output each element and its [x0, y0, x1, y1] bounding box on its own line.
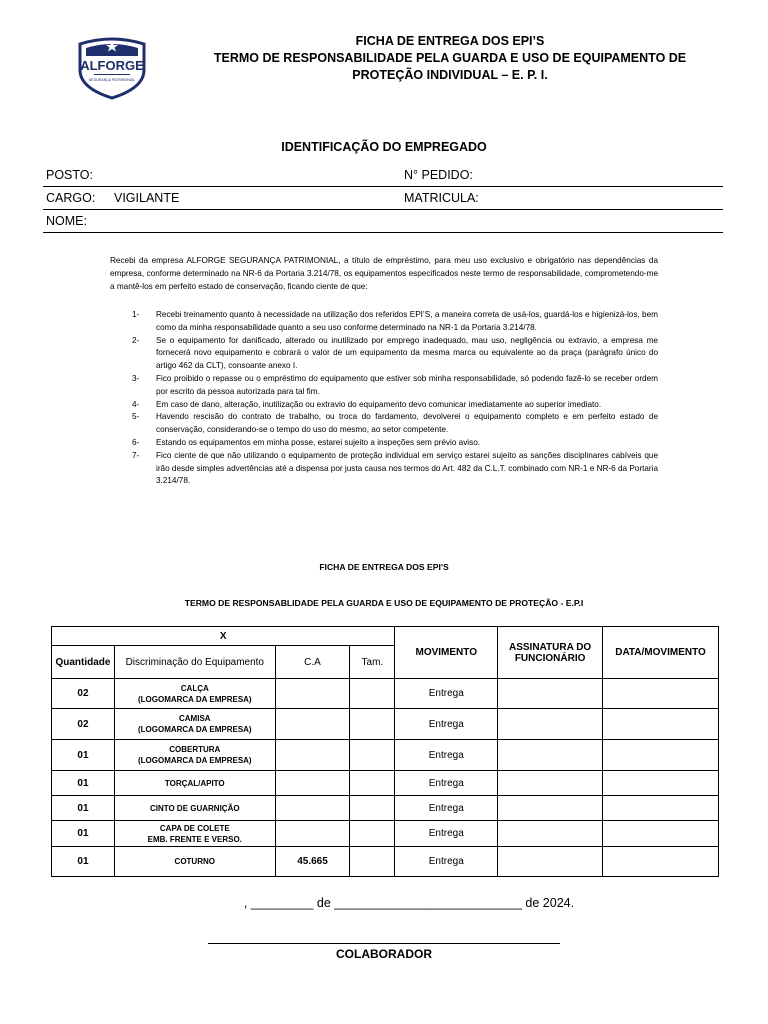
- cell-tam: [350, 796, 395, 821]
- desc-line-2: EMB. FRENTE E VERSO.: [147, 834, 242, 844]
- header-movimento: MOVIMENTO: [395, 627, 498, 679]
- list-item: [110, 373, 658, 399]
- cell-ca: [275, 821, 350, 847]
- cell-tam: [350, 679, 395, 709]
- header-tam: Tam.: [350, 646, 395, 679]
- cargo-label: CARGO:: [46, 191, 96, 205]
- nome-label: NOME:: [46, 214, 87, 228]
- id-row-nome: [43, 210, 723, 233]
- cell-data[interactable]: [603, 679, 719, 709]
- desc-line-2: (LOGOMARCA DA EMPRESA): [137, 725, 252, 734]
- id-row-posto: [43, 164, 723, 187]
- cell-movimento: Entrega: [395, 796, 498, 821]
- cell-assinatura[interactable]: [498, 847, 603, 877]
- company-logo: [72, 36, 152, 100]
- matricula-label: MATRICULA:: [404, 191, 479, 205]
- date-line: , _________ de ___________________________ de 2024.: [243, 896, 575, 910]
- item-text: Havendo rescisão do contrato de trabalho, ou troca do fardamento, devolverei o equipamento completo e em perfeito estado de conservação, considerando-se o tempo do uso do mesmo, ao setor competente.: [156, 412, 658, 435]
- cell-data[interactable]: [603, 709, 719, 740]
- cell-desc: [114, 771, 275, 796]
- identification-title: IDENTIFICAÇÃO DO EMPREGADO: [281, 140, 487, 154]
- cell-qty: 02: [52, 709, 115, 740]
- logo-text: ALFORGE: [80, 58, 144, 73]
- item-number: 4-: [132, 399, 140, 409]
- cell-desc: [114, 740, 275, 771]
- desc-line-1: COTURNO: [174, 857, 215, 866]
- item-text: Fico ciente de que não utilizando o equipamento de proteção individual em serviço estarei sujeito as sanções disciplinares cabíveis que irão desde simples advertências até a dispensa por justa causa nos termos do Art. 482 da C.L.T. combinado com NR-1 e NR-6 da Portaria 3.214/78.: [156, 450, 658, 486]
- table-row: [52, 847, 719, 877]
- header-quantidade: Quantidade: [52, 646, 115, 679]
- cell-data[interactable]: [603, 847, 719, 877]
- cell-tam: [350, 821, 395, 847]
- cell-movimento: Entrega: [395, 771, 498, 796]
- cell-movimento: Entrega: [395, 679, 498, 709]
- list-item: [110, 411, 658, 437]
- desc-line-1: CAMISA: [179, 714, 211, 723]
- cell-qty: 01: [52, 796, 115, 821]
- cell-assinatura[interactable]: [498, 821, 603, 847]
- item-number: 1-: [132, 310, 140, 319]
- desc-line-2: (LOGOMARCA DA EMPRESA): [137, 694, 252, 704]
- cell-qty: 01: [52, 821, 115, 847]
- cell-tam: [350, 740, 395, 771]
- cell-ca: 45.665: [275, 847, 350, 877]
- cell-assinatura[interactable]: [498, 679, 603, 709]
- epi-table: [51, 626, 719, 877]
- desc-line-1: CINTO DE GUARNIÇÃO: [149, 803, 240, 813]
- header-data-movimento: DATA/MOVIMENTO: [603, 627, 719, 679]
- x-header: X: [52, 627, 395, 646]
- cell-qty: 01: [52, 847, 115, 877]
- header-line-2: TERMO DE RESPONSABILIDADE PELA GUARDA E USO DE EQUIPAMENTO DE: [213, 51, 687, 65]
- cell-movimento: Entrega: [395, 821, 498, 847]
- header-discriminacao: Discriminação do Equipamento: [114, 646, 275, 679]
- list-item: [110, 309, 658, 335]
- cell-tam: [350, 709, 395, 740]
- cell-assinatura[interactable]: [498, 740, 603, 771]
- cell-movimento: Entrega: [395, 740, 498, 771]
- terms-list: [110, 309, 658, 488]
- cell-assinatura[interactable]: [498, 709, 603, 740]
- cell-movimento: Entrega: [395, 847, 498, 877]
- pedido-label: N° PEDIDO:: [404, 168, 473, 182]
- item-number: 3-: [132, 373, 140, 383]
- cell-tam: [350, 771, 395, 796]
- header-line-3: PROTEÇÃO INDIVIDUAL – E. P. I.: [352, 68, 548, 82]
- cell-ca: [275, 740, 350, 771]
- cell-ca: [275, 679, 350, 709]
- document-header: [150, 33, 750, 84]
- intro-paragraph: Recebi da empresa ALFORGE SEGURANÇA PATRIMONIAL, a título de empréstimo, para meu uso exclusivo e obrigatório nas dependências da empresa, conforme determinado na NR-6 da Portaria 3.214/78, os equipamentos especificados neste termo de responsabilidade, comprometendo-me a mantê-los em perfeito estado de conservação, ficando ciente de que:: [110, 256, 658, 291]
- cell-data[interactable]: [603, 796, 719, 821]
- cell-qty: 01: [52, 740, 115, 771]
- table-row: [52, 740, 719, 771]
- cell-desc: [114, 796, 275, 821]
- item-text: Se o equipamento for danificado, alterado ou inutilizado por emprego inadequado, mau uso, negligência ou extravio, a empresa me fornecerá novo equipamento e cobrará o valor de um equipamento da mesma marca ou equivalente ao da praça (parágrafo único do artigo 462 da CLT), consoante anexo I.: [156, 335, 658, 371]
- table-row: [52, 771, 719, 796]
- list-item: [110, 335, 658, 373]
- logo-subtext: SEGURANÇA PATRIMONIAL: [88, 78, 136, 82]
- cell-data[interactable]: [603, 740, 719, 771]
- cell-ca: [275, 771, 350, 796]
- list-item: [110, 437, 658, 450]
- header-ca: C.A: [275, 646, 350, 679]
- cell-desc: [114, 821, 275, 847]
- cell-movimento: Entrega: [395, 709, 498, 740]
- cell-data[interactable]: [603, 771, 719, 796]
- posto-label: POSTO:: [46, 168, 94, 182]
- cell-ca: [275, 709, 350, 740]
- item-text: Fico proibido o repasse ou o empréstimo do equipamento que estiver sob minha responsabilidade, só podendo fazê-lo se receber ordem por escrito da pessoa autorizada para tal fim.: [156, 373, 658, 396]
- subtitle-ficha: FICHA DE ENTREGA DOS EPI'S: [319, 562, 449, 572]
- list-item: [110, 450, 658, 488]
- subtitle-termo: TERMO DE RESPONSABLIDADE PELA GUARDA E USO DE EQUIPAMENTO DE PROTEÇÃO - E.P.I: [184, 598, 584, 608]
- header-assinatura: ASSINATURA DO FUNCIONÁRIO: [498, 627, 603, 679]
- item-text: Recebi treinamento quanto à necessidade na utilização dos referidos EPI’S, a maneira correta de usá-los, guardá-los e higienizá-los, bem como da minha responsabilidade quanto a seu uso conforme determinado na NR-1 da Portaria 3.214/78.: [156, 310, 658, 332]
- cell-assinatura[interactable]: [498, 771, 603, 796]
- desc-line-1: CALÇA: [180, 683, 209, 693]
- item-text: Em caso de dano, alteração, inutilização ou extravio do equipamento devo comunicar imediatamente ao superior imediato.: [156, 399, 602, 409]
- item-number: 2-: [132, 335, 140, 345]
- cell-data[interactable]: [603, 821, 719, 847]
- cell-desc: [114, 709, 275, 740]
- cell-ca: [275, 796, 350, 821]
- cell-tam: [350, 847, 395, 877]
- cell-qty: 01: [52, 771, 115, 796]
- table-row: [52, 821, 719, 847]
- item-text: Estando os equipamentos em minha posse, estarei sujeito a inspeções sem prévio aviso.: [156, 437, 481, 447]
- cell-assinatura[interactable]: [498, 796, 603, 821]
- signature-caption: COLABORADOR: [336, 947, 432, 961]
- id-row-cargo: [43, 187, 723, 210]
- cell-desc: [114, 679, 275, 709]
- table-row: [52, 796, 719, 821]
- cell-desc: [114, 847, 275, 877]
- item-number: 5-: [132, 412, 140, 422]
- signature-line: [208, 943, 560, 944]
- table-row: [52, 679, 719, 709]
- cell-qty: 02: [52, 679, 115, 709]
- header-line-1: FICHA DE ENTREGA DOS EPI’S: [355, 34, 545, 48]
- table-row: [52, 709, 719, 740]
- cargo-value: VIGILANTE: [114, 191, 180, 205]
- item-number: 7-: [132, 450, 140, 460]
- desc-line-1: CAPA DE COLETE: [159, 823, 230, 833]
- list-item: [110, 399, 658, 412]
- desc-line-1: COBERTURA: [169, 745, 221, 754]
- desc-line-2: (LOGOMARCA DA EMPRESA): [137, 756, 252, 765]
- item-number: 6-: [132, 437, 140, 447]
- desc-line-1: TORÇAL/APITO: [164, 778, 225, 788]
